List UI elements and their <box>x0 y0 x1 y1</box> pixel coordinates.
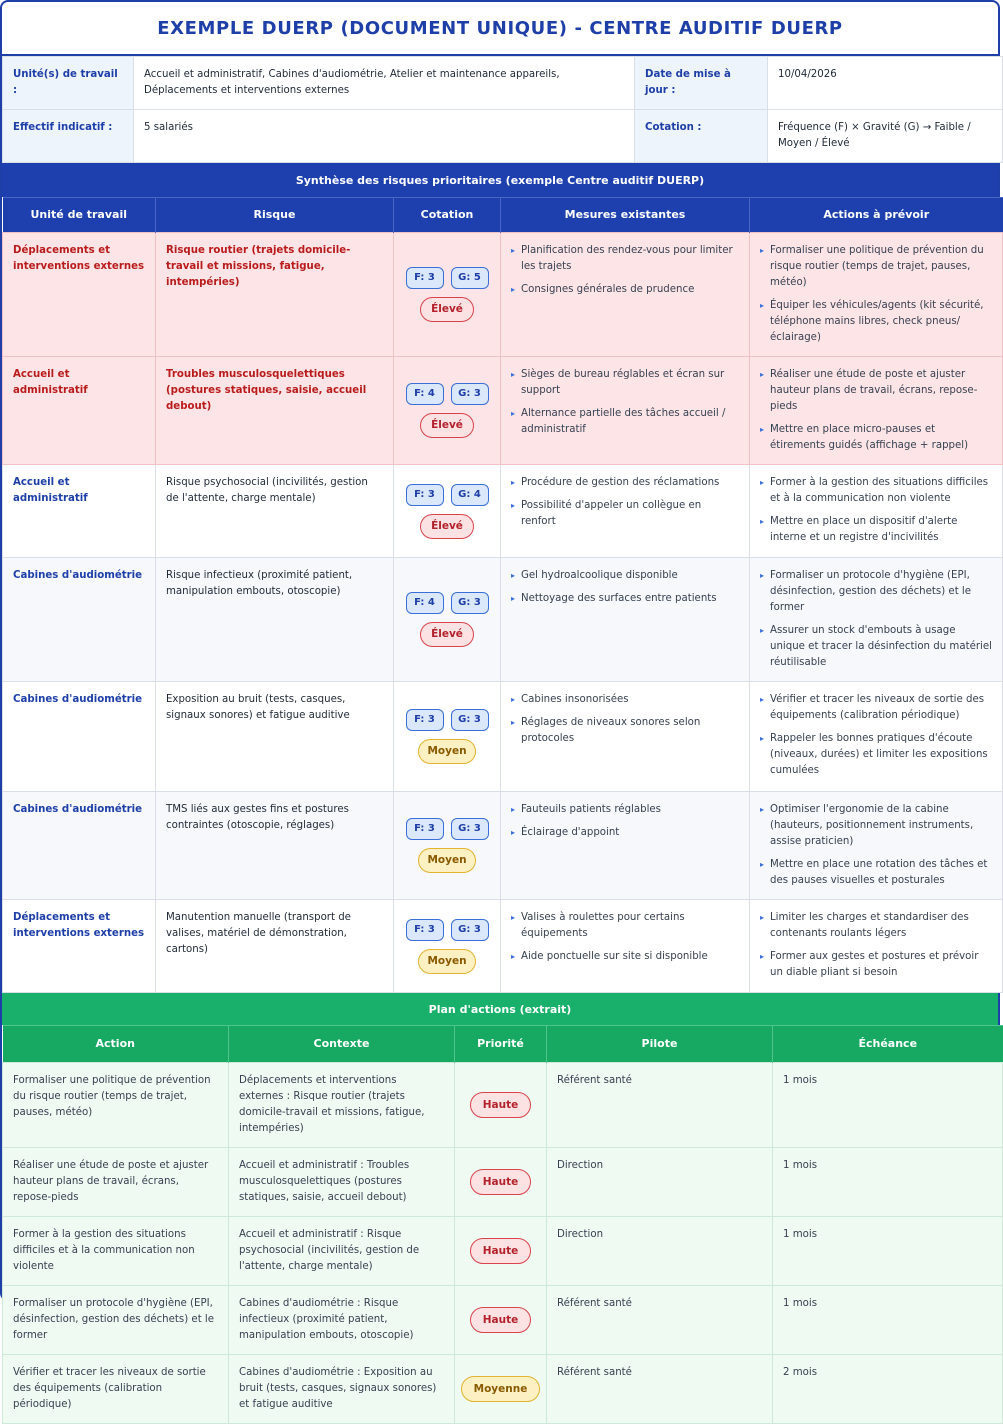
cotation-scores <box>398 818 496 840</box>
effectif-value: 5 salariés <box>134 110 635 163</box>
actions-a-prevoir <box>750 558 1003 682</box>
plan-contexte: Accueil et administratif : Troubles musculosquelettiques (postures statiques, saisie, accueil debout) <box>229 1148 455 1217</box>
gravity-badge: G: 4 <box>451 484 489 506</box>
risk-row <box>3 233 1003 357</box>
mesures-existantes <box>501 682 750 792</box>
actions-a-prevoir <box>750 465 1003 558</box>
actions-list <box>760 802 992 889</box>
mesure-item: ▸ Nettoyage des surfaces entre patients <box>511 591 739 607</box>
action-item: ▸ Formaliser un protocole d'hygiène (EPI, désinfection, gestion des déchets) et le former <box>760 568 992 616</box>
risk-level-badge: Élevé <box>420 514 474 539</box>
risk-cotation <box>394 465 501 558</box>
actions-a-prevoir <box>750 233 1003 357</box>
priority-badge: Haute <box>470 1169 532 1195</box>
info-row <box>3 57 1003 110</box>
action-item: ▸ Limiter les charges et standardiser des contenants roulants légers <box>760 910 992 942</box>
plan-header-action: Action <box>3 1026 229 1063</box>
action-item: ▸ Optimiser l'ergonomie de la cabine (hauteurs, positionnement instruments, assise praticien) <box>760 802 992 850</box>
risk-level-badge: Élevé <box>420 297 474 322</box>
plan-action: Vérifier et tracer les niveaux de sortie des équipements (calibration périodique) <box>3 1355 229 1424</box>
action-item: ▸ Réaliser une étude de poste et ajuster hauteur plans de travail, écrans, repose-pieds <box>760 367 992 415</box>
risk-header-risque: Risque <box>156 198 394 233</box>
plan-pilote: Référent santé <box>547 1286 773 1355</box>
actions-a-prevoir <box>750 357 1003 465</box>
unites-label: Unité(s) de travail : <box>3 57 134 110</box>
cotation-scores <box>398 267 496 289</box>
plan-echeance: 1 mois <box>773 1063 1003 1148</box>
risk-level-badge: Élevé <box>420 622 474 647</box>
effectif-label: Effectif indicatif : <box>3 110 134 163</box>
actions-list <box>760 243 992 346</box>
plan-priorite <box>455 1286 547 1355</box>
priority-badge: Haute <box>470 1092 532 1118</box>
risk-row <box>3 682 1003 792</box>
plan-row <box>3 1063 1003 1148</box>
plan-contexte: Cabines d'audiométrie : Exposition au bruit (tests, casques, signaux sonores) et fatigue auditive <box>229 1355 455 1424</box>
mesures-existantes <box>501 357 750 465</box>
mesure-item: ▸ Alternance partielle des tâches accueil / administratif <box>511 406 739 438</box>
frequency-badge: F: 3 <box>406 818 444 840</box>
risk-row <box>3 465 1003 558</box>
mesure-item: ▸ Réglages de niveaux sonores selon protocoles <box>511 715 739 747</box>
plan-priorite <box>455 1355 547 1424</box>
cotation-value: Fréquence (F) × Gravité (G) → Faible / Moyen / Élevé <box>768 110 1003 163</box>
synthese-title: Synthèse des risques prioritaires (exemple Centre auditif DUERP) <box>2 163 998 197</box>
cotation-label: Cotation : <box>635 110 768 163</box>
plan-header-contexte: Contexte <box>229 1026 455 1063</box>
mesure-item: ▸ Aide ponctuelle sur site si disponible <box>511 949 739 965</box>
plan-table <box>2 1025 1003 1424</box>
risk-description: Risque infectieux (proximité patient, manipulation embouts, otoscopie) <box>156 558 394 682</box>
risk-header-mesures: Mesures existantes <box>501 198 750 233</box>
plan-priorite <box>455 1217 547 1286</box>
mesure-item: ▸ Sièges de bureau réglables et écran sur support <box>511 367 739 399</box>
mesure-item: ▸ Valises à roulettes pour certains équipements <box>511 910 739 942</box>
risk-unit: Cabines d'audiométrie <box>3 558 156 682</box>
risk-unit: Déplacements et interventions externes <box>3 900 156 993</box>
frequency-badge: F: 3 <box>406 267 444 289</box>
cotation-scores <box>398 484 496 506</box>
plan-pilote: Référent santé <box>547 1063 773 1148</box>
risk-description: Troubles musculosquelettiques (postures statiques, saisie, accueil debout) <box>156 357 394 465</box>
gravity-badge: G: 3 <box>451 919 489 941</box>
plan-header-pilote: Pilote <box>547 1026 773 1063</box>
frequency-badge: F: 3 <box>406 919 444 941</box>
action-item: ▸ Former aux gestes et postures et prévoir un diable pliant si besoin <box>760 949 992 981</box>
actions-list <box>760 568 992 671</box>
gravity-badge: G: 5 <box>451 267 489 289</box>
actions-list <box>760 475 992 546</box>
risk-description: TMS liés aux gestes fins et postures contraintes (otoscopie, réglages) <box>156 792 394 900</box>
plan-contexte: Cabines d'audiométrie : Risque infectieux (proximité patient, manipulation embouts, otoscopie) <box>229 1286 455 1355</box>
plan-echeance: 1 mois <box>773 1217 1003 1286</box>
risk-row <box>3 357 1003 465</box>
plan-echeance: 2 mois <box>773 1355 1003 1424</box>
action-item: ▸ Équiper les véhicules/agents (kit sécurité, téléphone mains libres, check pneus/ éclairage) <box>760 298 992 346</box>
risk-cotation <box>394 682 501 792</box>
mesures-list <box>511 367 739 438</box>
gravity-badge: G: 3 <box>451 592 489 614</box>
plan-pilote: Référent santé <box>547 1355 773 1424</box>
plan-action: Formaliser une politique de prévention du risque routier (temps de trajet, pauses, météo) <box>3 1063 229 1148</box>
risk-level-badge: Moyen <box>418 739 475 764</box>
actions-a-prevoir <box>750 900 1003 993</box>
mesures-list <box>511 475 739 530</box>
frequency-badge: F: 4 <box>406 383 444 405</box>
risk-unit: Accueil et administratif <box>3 465 156 558</box>
mesures-existantes <box>501 233 750 357</box>
info-row <box>3 110 1003 163</box>
plan-header-priorite: Priorité <box>455 1026 547 1063</box>
plan-row <box>3 1286 1003 1355</box>
plan-row <box>3 1148 1003 1217</box>
risk-description: Manutention manuelle (transport de valises, matériel de démonstration, cartons) <box>156 900 394 993</box>
mesure-item: ▸ Éclairage d'appoint <box>511 825 739 841</box>
gravity-badge: G: 3 <box>451 709 489 731</box>
action-item: ▸ Mettre en place un dispositif d'alerte interne et un registre d'incivilités <box>760 514 992 546</box>
plan-header-echeance: Échéance <box>773 1026 1003 1063</box>
risk-cotation <box>394 558 501 682</box>
actions-list <box>760 692 992 779</box>
cotation-scores <box>398 919 496 941</box>
document-title: EXEMPLE DUERP (DOCUMENT UNIQUE) - CENTRE AUDITIF DUERP <box>2 2 998 56</box>
action-item: ▸ Formaliser une politique de prévention du risque routier (temps de trajet, pauses, météo) <box>760 243 992 291</box>
frequency-badge: F: 3 <box>406 484 444 506</box>
plan-action: Former à la gestion des situations difficiles et à la communication non violente <box>3 1217 229 1286</box>
mesure-item: ▸ Planification des rendez-vous pour limiter les trajets <box>511 243 739 275</box>
action-item: ▸ Mettre en place micro-pauses et étirements guidés (affichage + rappel) <box>760 422 992 454</box>
plan-pilote: Direction <box>547 1148 773 1217</box>
plan-priorite <box>455 1148 547 1217</box>
mesures-list <box>511 802 739 841</box>
risk-header-actions: Actions à prévoir <box>750 198 1003 233</box>
plan-echeance: 1 mois <box>773 1148 1003 1217</box>
date-label: Date de mise à jour : <box>635 57 768 110</box>
actions-list <box>760 367 992 454</box>
priority-badge: Moyenne <box>461 1376 541 1402</box>
plan-contexte: Déplacements et interventions externes : Risque routier (trajets domicile-travail et missions, fatigue, intempéries) <box>229 1063 455 1148</box>
action-item: ▸ Mettre en place une rotation des tâches et des pauses visuelles et posturales <box>760 857 992 889</box>
risk-description: Risque routier (trajets domicile-travail et missions, fatigue, intempéries) <box>156 233 394 357</box>
plan-title: Plan d'actions (extrait) <box>2 993 998 1025</box>
action-item: ▸ Rappeler les bonnes pratiques d'écoute (niveaux, durées) et limiter les expositions cumulées <box>760 731 992 779</box>
action-item: ▸ Vérifier et tracer les niveaux de sortie des équipements (calibration périodique) <box>760 692 992 724</box>
risk-cotation <box>394 792 501 900</box>
mesures-list <box>511 910 739 965</box>
risk-cotation <box>394 900 501 993</box>
unites-value: Accueil et administratif, Cabines d'audiométrie, Atelier et maintenance appareils, Déplacements et interventions externes <box>134 57 635 110</box>
date-value: 10/04/2026 <box>768 57 1003 110</box>
risk-header-cotation: Cotation <box>394 198 501 233</box>
actions-list <box>760 910 992 981</box>
risk-level-badge: Moyen <box>418 848 475 873</box>
priority-badge: Haute <box>470 1238 532 1264</box>
gravity-badge: G: 3 <box>451 818 489 840</box>
plan-priorite <box>455 1063 547 1148</box>
action-item: ▸ Former à la gestion des situations difficiles et à la communication non violente <box>760 475 992 507</box>
mesure-item: ▸ Fauteuils patients réglables <box>511 802 739 818</box>
mesures-list <box>511 568 739 607</box>
cotation-scores <box>398 709 496 731</box>
risk-cotation <box>394 357 501 465</box>
plan-action: Formaliser un protocole d'hygiène (EPI, désinfection, gestion des déchets) et le former <box>3 1286 229 1355</box>
risk-cotation <box>394 233 501 357</box>
risk-level-badge: Moyen <box>418 949 475 974</box>
risk-unit: Cabines d'audiométrie <box>3 682 156 792</box>
risk-level-badge: Élevé <box>420 413 474 438</box>
actions-a-prevoir <box>750 682 1003 792</box>
mesures-existantes <box>501 558 750 682</box>
mesure-item: ▸ Consignes générales de prudence <box>511 282 739 298</box>
risk-row <box>3 792 1003 900</box>
mesures-list <box>511 692 739 747</box>
plan-row <box>3 1217 1003 1286</box>
mesure-item: ▸ Possibilité d'appeler un collègue en renfort <box>511 498 739 530</box>
risk-description: Exposition au bruit (tests, casques, signaux sonores) et fatigue auditive <box>156 682 394 792</box>
risk-unit: Accueil et administratif <box>3 357 156 465</box>
plan-action: Réaliser une étude de poste et ajuster hauteur plans de travail, écrans, repose-pieds <box>3 1148 229 1217</box>
priority-badge: Haute <box>470 1307 532 1333</box>
plan-echeance: 1 mois <box>773 1286 1003 1355</box>
cotation-scores <box>398 383 496 405</box>
mesures-list <box>511 243 739 298</box>
mesure-item: ▸ Cabines insonorisées <box>511 692 739 708</box>
risk-unit: Déplacements et interventions externes <box>3 233 156 357</box>
plan-row <box>3 1355 1003 1424</box>
action-item: ▸ Assurer un stock d'embouts à usage unique et tracer la désinfection du matériel réutilisable <box>760 623 992 671</box>
cotation-scores <box>398 592 496 614</box>
actions-a-prevoir <box>750 792 1003 900</box>
mesures-existantes <box>501 900 750 993</box>
risk-row <box>3 900 1003 993</box>
risk-header-unite: Unité de travail <box>3 198 156 233</box>
risk-row <box>3 558 1003 682</box>
mesures-existantes <box>501 792 750 900</box>
plan-pilote: Direction <box>547 1217 773 1286</box>
mesure-item: ▸ Gel hydroalcoolique disponible <box>511 568 739 584</box>
info-table <box>2 56 1003 163</box>
frequency-badge: F: 4 <box>406 592 444 614</box>
frequency-badge: F: 3 <box>406 709 444 731</box>
risk-description: Risque psychosocial (incivilités, gestion de l'attente, charge mentale) <box>156 465 394 558</box>
gravity-badge: G: 3 <box>451 383 489 405</box>
risk-unit: Cabines d'audiométrie <box>3 792 156 900</box>
mesures-existantes <box>501 465 750 558</box>
plan-contexte: Accueil et administratif : Risque psychosocial (incivilités, gestion de l'attente, charge mentale) <box>229 1217 455 1286</box>
risk-table <box>2 197 1003 993</box>
mesure-item: ▸ Procédure de gestion des réclamations <box>511 475 739 491</box>
